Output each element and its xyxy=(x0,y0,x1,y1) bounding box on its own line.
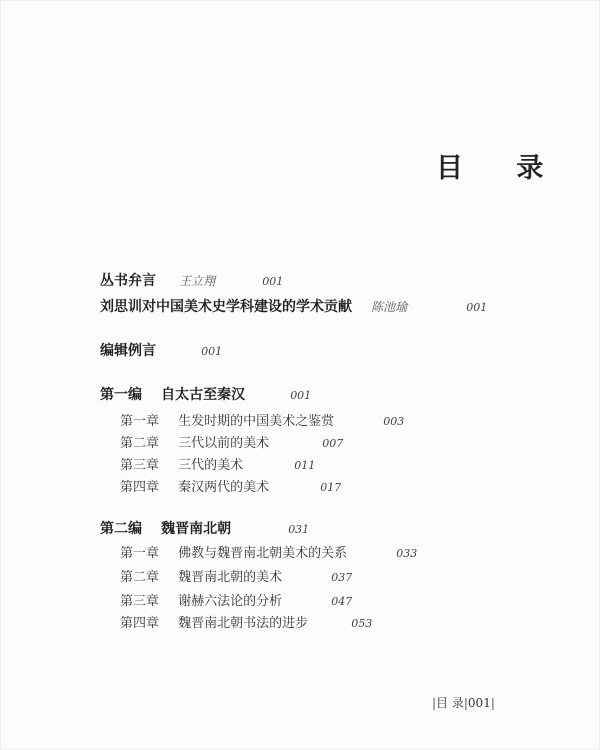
footer-section: 目 录 xyxy=(436,696,464,710)
chapter-page: 033 xyxy=(396,547,418,560)
chapter-entry[interactable] xyxy=(120,410,404,429)
chapter-label: 第三章 xyxy=(120,594,160,609)
part-label: 第二编 xyxy=(100,521,142,537)
chapter-page: 003 xyxy=(383,415,405,428)
entry-title: 刘思训对中国美术史学科建设的学术贡献 xyxy=(100,299,352,315)
chapter-title: 谢赫六法论的分析 xyxy=(178,594,283,609)
toc-entry[interactable] xyxy=(100,296,487,316)
part-label: 第一编 xyxy=(100,387,142,403)
entry-title: 丛书弁言 xyxy=(100,273,156,289)
page-title: 目 录 xyxy=(436,153,566,184)
chapter-entry[interactable] xyxy=(120,432,343,451)
chapter-title: 三代以前的美术 xyxy=(178,436,270,451)
chapter-title: 三代的美术 xyxy=(178,458,244,473)
chapter-title: 魏晋南北朝的美术 xyxy=(178,570,283,585)
chapter-label: 第三章 xyxy=(120,458,160,473)
part-page: 031 xyxy=(288,523,310,536)
part-page: 001 xyxy=(290,389,312,402)
chapter-label: 第二章 xyxy=(120,570,160,585)
entry-page: 001 xyxy=(262,275,284,288)
chapter-entry[interactable] xyxy=(120,476,341,495)
footer-page-number: 001 xyxy=(467,696,491,710)
chapter-page: 007 xyxy=(322,437,344,450)
toc-entry[interactable] xyxy=(100,270,283,290)
chapter-page: 017 xyxy=(320,481,342,494)
chapter-label: 第四章 xyxy=(120,616,160,631)
entry-title: 编辑例言 xyxy=(100,343,156,359)
part-title: 魏晋南北朝 xyxy=(161,521,232,537)
chapter-entry[interactable] xyxy=(120,612,372,631)
footer-divider: | xyxy=(463,696,468,710)
chapter-label: 第一章 xyxy=(120,546,160,561)
running-footer xyxy=(432,694,495,711)
chapter-entry[interactable] xyxy=(120,590,352,609)
chapter-title: 佛教与魏晋南北朝美术的关系 xyxy=(178,546,348,561)
chapter-entry[interactable] xyxy=(120,542,417,561)
chapter-title: 秦汉两代的美术 xyxy=(178,480,270,495)
entry-author: 王立翔 xyxy=(179,274,216,288)
part-heading[interactable] xyxy=(100,518,309,538)
footer-divider: | xyxy=(490,696,495,710)
toc-entry[interactable] xyxy=(100,340,222,360)
chapter-label: 第二章 xyxy=(120,436,160,451)
chapter-page: 047 xyxy=(331,595,353,608)
chapter-entry[interactable] xyxy=(120,454,315,473)
footer-divider: | xyxy=(432,696,437,710)
chapter-label: 第四章 xyxy=(120,480,160,495)
entry-page: 001 xyxy=(466,301,488,314)
entry-author: 陈池瑜 xyxy=(371,300,408,314)
chapter-entry[interactable] xyxy=(120,566,352,585)
chapter-page: 053 xyxy=(351,617,373,630)
part-title: 自太古至秦汉 xyxy=(161,387,246,403)
part-heading[interactable] xyxy=(100,384,311,404)
chapter-page: 037 xyxy=(331,571,353,584)
chapter-title: 魏晋南北朝书法的进步 xyxy=(178,616,309,631)
chapter-title: 生发时期的中国美术之鉴赏 xyxy=(178,414,335,429)
chapter-label: 第一章 xyxy=(120,414,160,429)
entry-page: 001 xyxy=(201,345,223,358)
chapter-page: 011 xyxy=(294,459,316,472)
